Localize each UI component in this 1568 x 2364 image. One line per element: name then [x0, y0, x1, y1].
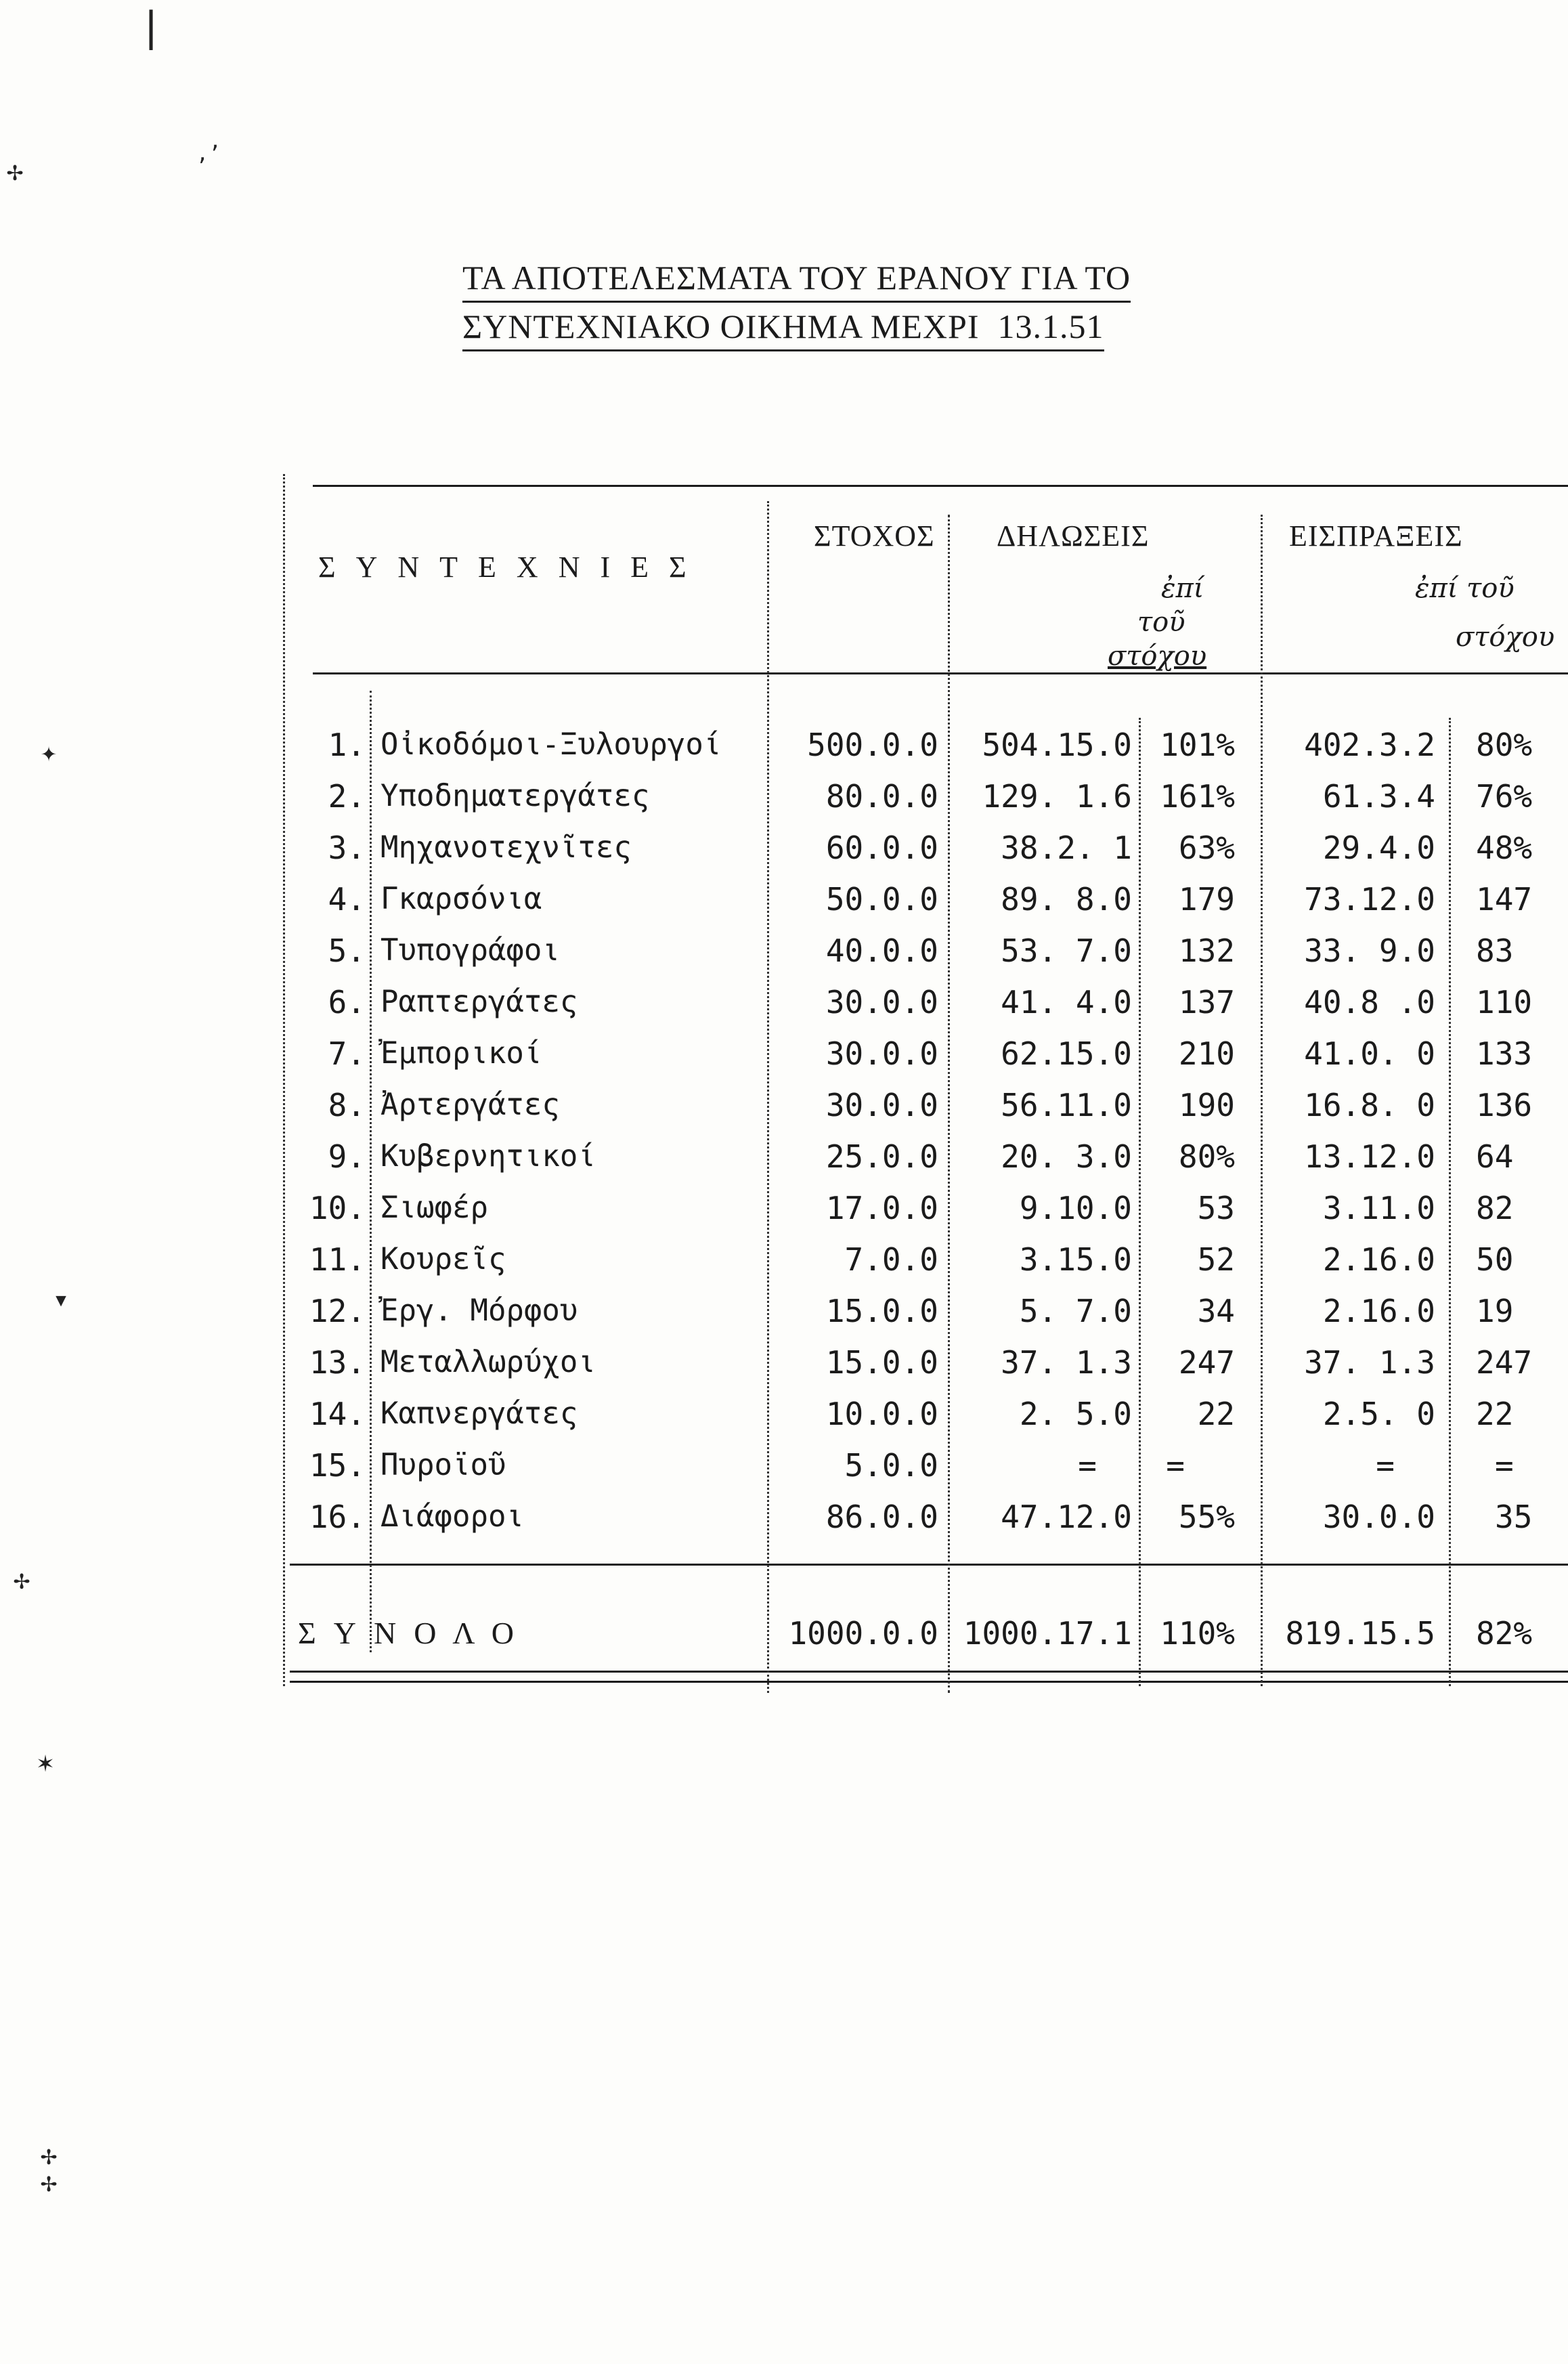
total-target: 1000.0.0	[788, 1615, 938, 1652]
row-number: 13.	[309, 1344, 366, 1381]
target-value: 5.0.0	[844, 1447, 938, 1484]
received-percent: 110	[1476, 984, 1533, 1020]
row-number: 11.	[309, 1241, 366, 1278]
pledged-value: 504.15.0	[982, 727, 1132, 763]
header-pledges-sub3: στόχου	[1108, 641, 1207, 672]
pledged-percent: 52	[1197, 1241, 1235, 1278]
header-pledges: ΔΗΛΩΣΕΙΣ	[997, 519, 1150, 553]
target-value: 80.0.0	[825, 778, 938, 815]
row-number: 7.	[328, 1035, 366, 1072]
received-percent: 35	[1495, 1499, 1533, 1535]
row-number: 2.	[328, 778, 366, 815]
target-value: 15.0.0	[825, 1344, 938, 1381]
pledged-value: 53. 7.0	[1001, 932, 1132, 969]
row-number: 15.	[309, 1447, 366, 1484]
target-value: 30.0.0	[825, 1035, 938, 1072]
target-value: 25.0.0	[825, 1138, 938, 1175]
received-value: 61.3.4	[1322, 778, 1435, 815]
row-number: 8.	[328, 1087, 366, 1123]
row-number: 5.	[328, 932, 366, 969]
received-value: 402.3.2	[1304, 727, 1435, 763]
trade-name: Υποδηματεργάτες	[380, 779, 650, 813]
received-value: 16.8. 0	[1304, 1087, 1435, 1123]
received-value: 29.4.0	[1322, 830, 1435, 866]
pledged-value: 37. 1.3	[1001, 1344, 1132, 1381]
header-pledges-sub1: ἐπί	[1161, 573, 1204, 604]
pledged-percent: 179	[1178, 881, 1235, 918]
header-receipts-sub2: στόχου	[1456, 622, 1555, 653]
row-number: 4.	[328, 881, 366, 918]
received-percent: 83	[1476, 932, 1514, 969]
row-number: 10.	[309, 1190, 366, 1226]
scan-mark-icon: ✢	[14, 1564, 30, 1595]
pledged-value: 20. 3.0	[1001, 1138, 1132, 1175]
trade-name: Γκαρσόνια	[380, 882, 542, 916]
pledged-percent: 53	[1197, 1190, 1235, 1226]
pledged-value: 5. 7.0	[1019, 1293, 1132, 1329]
scan-mark-icon: ✢	[41, 2167, 58, 2198]
received-percent: 50	[1476, 1241, 1514, 1278]
pledged-value: 62.15.0	[1001, 1035, 1132, 1072]
target-value: 15.0.0	[825, 1293, 938, 1329]
scan-mark-icon: ✦	[41, 737, 58, 768]
received-percent: 80%	[1476, 727, 1533, 763]
target-value: 60.0.0	[825, 830, 938, 866]
received-value: 30.0.0	[1322, 1499, 1435, 1535]
target-value: 30.0.0	[825, 1087, 938, 1123]
scan-mark-icon: ✢	[7, 156, 24, 187]
pledged-percent: 101%	[1160, 727, 1235, 763]
pledged-percent: 80%	[1178, 1138, 1235, 1175]
received-value: 2.16.0	[1322, 1241, 1435, 1278]
received-percent: 19	[1476, 1293, 1514, 1329]
trade-name: Καπνεργάτες	[380, 1396, 578, 1431]
trade-name: Οἰκοδόμοι-Ξυλουργοί	[380, 727, 722, 762]
header-trades: ΣΥΝΤΕΧΝΙΕΣ	[318, 551, 707, 584]
pledged-value: 41. 4.0	[1001, 984, 1132, 1020]
separator-pledged	[1139, 718, 1141, 1686]
received-value: 13.12.0	[1304, 1138, 1435, 1175]
scan-mark-icon: |	[139, 3, 164, 51]
trade-name: Μηχανοτεχνῖτες	[380, 830, 632, 865]
pledged-percent: 34	[1197, 1293, 1235, 1329]
received-percent: 247	[1476, 1344, 1533, 1381]
received-value: 73.12.0	[1304, 881, 1435, 918]
separator-pledged-pct	[1261, 515, 1263, 1686]
received-value: =	[1376, 1447, 1395, 1484]
separator-left	[283, 474, 285, 1686]
scan-mark-icon: ‚ʼ	[196, 142, 221, 166]
received-value: 2.5. 0	[1322, 1396, 1435, 1432]
received-percent: 82	[1476, 1190, 1514, 1226]
separator-received	[1449, 718, 1451, 1686]
pledged-value: 9.10.0	[1019, 1190, 1132, 1226]
row-number: 12.	[309, 1293, 366, 1329]
table-top-rule	[313, 485, 1568, 487]
pledged-percent: 247	[1178, 1344, 1235, 1381]
pledged-value: 89. 8.0	[1001, 881, 1132, 918]
pledged-value: 38.2. 1	[1001, 830, 1132, 866]
target-value: 30.0.0	[825, 984, 938, 1020]
header-target: ΣΤΟΧΟΣ	[814, 519, 935, 553]
pledged-percent: 63%	[1178, 830, 1235, 866]
row-number: 6.	[328, 984, 366, 1020]
received-value: 3.11.0	[1322, 1190, 1435, 1226]
separator-trade	[767, 501, 769, 1693]
trade-name: Τυπογράφοι	[380, 933, 560, 968]
pledged-value: =	[1078, 1447, 1097, 1484]
received-percent: 22	[1476, 1396, 1514, 1432]
trade-name: Κυβερνητικοί	[380, 1139, 596, 1174]
row-number: 3.	[328, 830, 366, 866]
separator-no	[370, 691, 372, 1652]
pledged-value: 47.12.0	[1001, 1499, 1132, 1535]
trade-name: Ἐμπορικοί	[380, 1036, 542, 1071]
received-percent: 133	[1476, 1035, 1533, 1072]
target-value: 17.0.0	[825, 1190, 938, 1226]
received-percent: 147	[1476, 881, 1533, 918]
scan-mark-icon: ▾	[53, 1284, 70, 1315]
row-number: 1.	[328, 727, 366, 763]
header-bottom-rule	[313, 672, 1568, 674]
total-received-percent: 82%	[1476, 1615, 1533, 1652]
received-value: 33. 9.0	[1304, 932, 1435, 969]
received-value: 40.8 .0	[1304, 984, 1435, 1020]
pledged-percent: =	[1166, 1447, 1185, 1484]
trade-name: Σιωφέρ	[380, 1190, 488, 1225]
title-line-1: ΤΑ ΑΠΟΤΕΛΕΣΜΑΤΑ ΤΟΥ ΕΡΑΝΟΥ ΓΙΑ ΤΟ	[462, 257, 1131, 303]
scan-mark-icon: ✢	[41, 2140, 58, 2171]
pledged-percent: 22	[1197, 1396, 1235, 1432]
header-receipts-sub1: ἐπί τοῦ	[1415, 573, 1515, 604]
trade-name: Ἀρτεργάτες	[380, 1088, 560, 1122]
received-value: 2.16.0	[1322, 1293, 1435, 1329]
trade-name: Ἐργ. Μόρφου	[380, 1293, 578, 1328]
row-number: 14.	[309, 1396, 366, 1432]
received-percent: =	[1495, 1447, 1514, 1484]
target-value: 86.0.0	[825, 1499, 938, 1535]
target-value: 500.0.0	[807, 727, 938, 763]
trade-name: Μεταλλωρύχοι	[380, 1345, 596, 1379]
trade-name: Πυροϊοῦ	[380, 1448, 506, 1482]
received-percent: 48%	[1476, 830, 1533, 866]
pledged-percent: 190	[1178, 1087, 1235, 1123]
target-value: 10.0.0	[825, 1396, 938, 1432]
total-label: ΣΥΝΟΛΟ	[298, 1616, 531, 1650]
pledged-percent: 55%	[1178, 1499, 1235, 1535]
scan-mark-icon: ✶	[37, 1747, 54, 1778]
received-value: 41.0. 0	[1304, 1035, 1435, 1072]
title-line-2: ΣΥΝΤΕΧΝΙΑΚΟ ΟΙΚΗΜΑ ΜΕΧΡΙ 13.1.51	[462, 306, 1104, 351]
row-number: 9.	[328, 1138, 366, 1175]
total-received: 819.15.5	[1285, 1615, 1435, 1652]
pledged-percent: 137	[1178, 984, 1235, 1020]
received-value: 37. 1.3	[1304, 1344, 1435, 1381]
pledged-value: 56.11.0	[1001, 1087, 1132, 1123]
pledged-value: 129. 1.6	[982, 778, 1132, 815]
trade-name: Ραπτεργάτες	[380, 985, 578, 1019]
total-pledged: 1000.17.1	[963, 1615, 1132, 1652]
received-percent: 136	[1476, 1087, 1533, 1123]
received-percent: 64	[1476, 1138, 1514, 1175]
total-double-rule	[290, 1671, 1568, 1683]
trade-name: Κουρεῖς	[380, 1242, 506, 1276]
pledged-value: 3.15.0	[1019, 1241, 1132, 1278]
pledged-value: 2. 5.0	[1019, 1396, 1132, 1432]
trade-name: Διάφοροι	[380, 1499, 524, 1534]
header-pledges-sub2: τοῦ	[1137, 607, 1185, 638]
total-pledged-percent: 110%	[1160, 1615, 1235, 1652]
pledged-percent: 132	[1178, 932, 1235, 969]
target-value: 50.0.0	[825, 881, 938, 918]
received-percent: 76%	[1476, 778, 1533, 815]
target-value: 7.0.0	[844, 1241, 938, 1278]
rows-bottom-rule	[290, 1564, 1568, 1566]
target-value: 40.0.0	[825, 932, 938, 969]
pledged-percent: 210	[1178, 1035, 1235, 1072]
row-number: 16.	[309, 1499, 366, 1535]
header-receipts: ΕΙΣΠΡΑΞΕΙΣ	[1289, 519, 1463, 553]
pledged-percent: 161%	[1160, 778, 1235, 815]
